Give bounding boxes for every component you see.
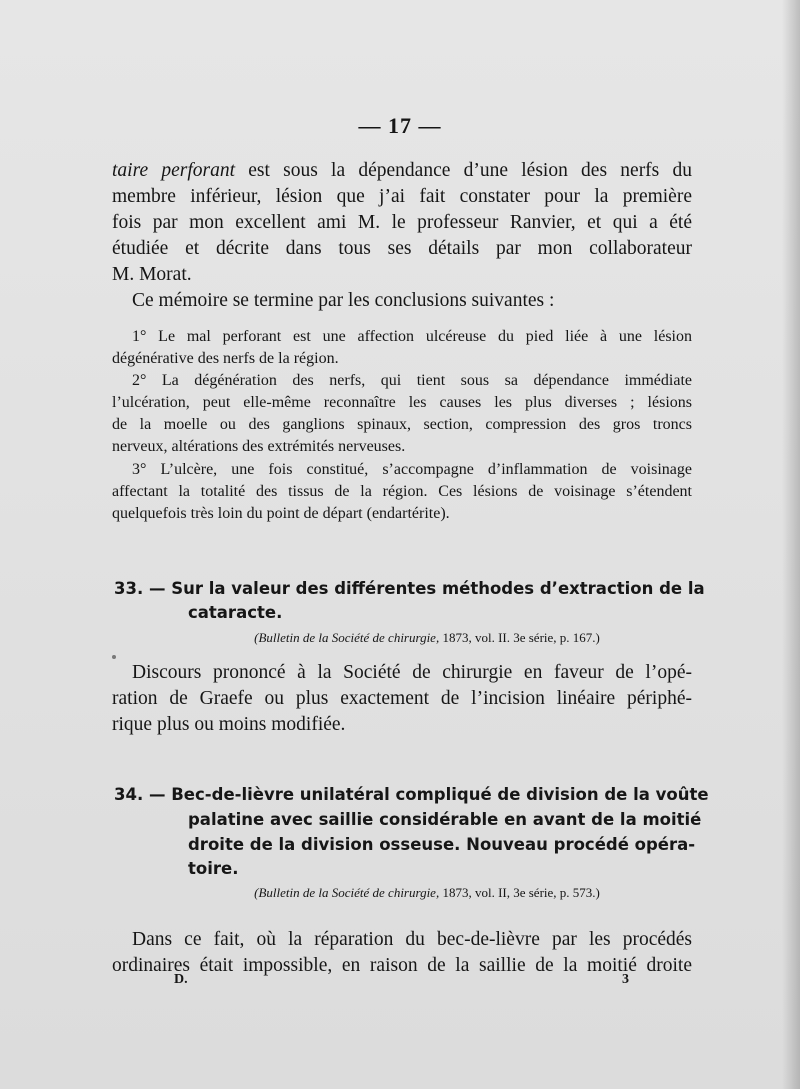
print-speck <box>112 655 116 659</box>
section-34-heading-cont: droite de la division osseuse. Nouveau procédé opéra- <box>188 835 696 854</box>
body-line: membre inférieur, lésion que j’ai fait constater pour la première <box>112 186 692 207</box>
conclusion-line: quelquefois très loin du point de départ (endartérite). <box>112 505 450 522</box>
citation <box>162 884 692 902</box>
section-34-heading <box>114 783 709 807</box>
conclusion-line: l’ulcération, peut elle-même reconnaître les causes les plus diverses ; lésions <box>112 394 692 411</box>
citation-journal: (Bulletin de la Société de chirurgie, <box>254 630 440 645</box>
section-number: 34. — <box>114 785 166 804</box>
section-33-heading-cont: cataracte. <box>188 603 283 622</box>
section-title: Sur la valeur des différentes méthodes d’extraction de la <box>171 579 705 598</box>
text-run: est sous la dépendance d’une lésion des nerfs du <box>235 160 692 181</box>
conclusion-line: nerveux, altérations des extrémités nerveuses. <box>112 438 406 455</box>
citation-details: 1873, vol. II. 3e série, p. 167.) <box>439 630 600 645</box>
signature-mark: D. <box>174 972 188 987</box>
body-line <box>112 158 692 184</box>
body-line: étudiée et décrite dans tous ses détails par mon collaborateur <box>112 238 692 259</box>
body-line: ration de Graefe ou plus exactement de l’incision linéaire périphé- <box>112 688 692 709</box>
conclusion-line: 2° La dégénération des nerfs, qui tient sous sa dépendance immédiate <box>132 372 692 389</box>
section-34-heading-cont: palatine avec saillie considérable en avant de la moitié <box>188 810 702 829</box>
body-line: ordinaires était impossible, en raison de la saillie de la moitié droite <box>112 955 692 976</box>
section-number: 33. — <box>114 579 166 598</box>
body-line: Discours prononcé à la Société de chirurgie en faveur de l’opé- <box>132 662 692 683</box>
body-line: fois par mon excellent ami M. le professeur Ranvier, et qui a été <box>112 212 692 233</box>
conclusion-line: affectant la totalité des tissus de la région. Ces lésions de voisinage s’étendent <box>112 483 692 500</box>
body-line: rique plus ou moins modifiée. <box>112 714 346 735</box>
italic-text: taire perforant <box>112 160 236 181</box>
conclusion-line: de la moelle ou des ganglions spinaux, section, compression des gros troncs <box>112 416 692 433</box>
section-title: Bec-de-lièvre unilatéral compliqué de division de la voûte <box>171 785 709 804</box>
section-34-heading-cont: toire. <box>188 859 239 878</box>
conclusion-intro: Ce mémoire se termine par les conclusions suivantes : <box>132 290 555 311</box>
citation <box>162 629 692 647</box>
body-line: M. Morat. <box>112 264 192 285</box>
page-number: — 17 — <box>358 113 442 138</box>
section-33-heading <box>114 577 705 601</box>
conclusion-line: dégénérative des nerfs de la région. <box>112 350 339 367</box>
body-line: Dans ce fait, où la réparation du bec-de-lièvre par les procédés <box>132 929 692 950</box>
citation-journal: (Bulletin de la Société de chirurgie, <box>254 885 440 900</box>
conclusion-line: 3° L’ulcère, une fois constitué, s’accompagne d’inflammation de voisinage <box>132 461 692 478</box>
citation-details: 1873, vol. II, 3e série, p. 573.) <box>439 885 600 900</box>
sheet-number: 3 <box>622 972 629 987</box>
conclusion-line: 1° Le mal perforant est une affection ulcéreuse du pied liée à une lésion <box>132 328 692 345</box>
